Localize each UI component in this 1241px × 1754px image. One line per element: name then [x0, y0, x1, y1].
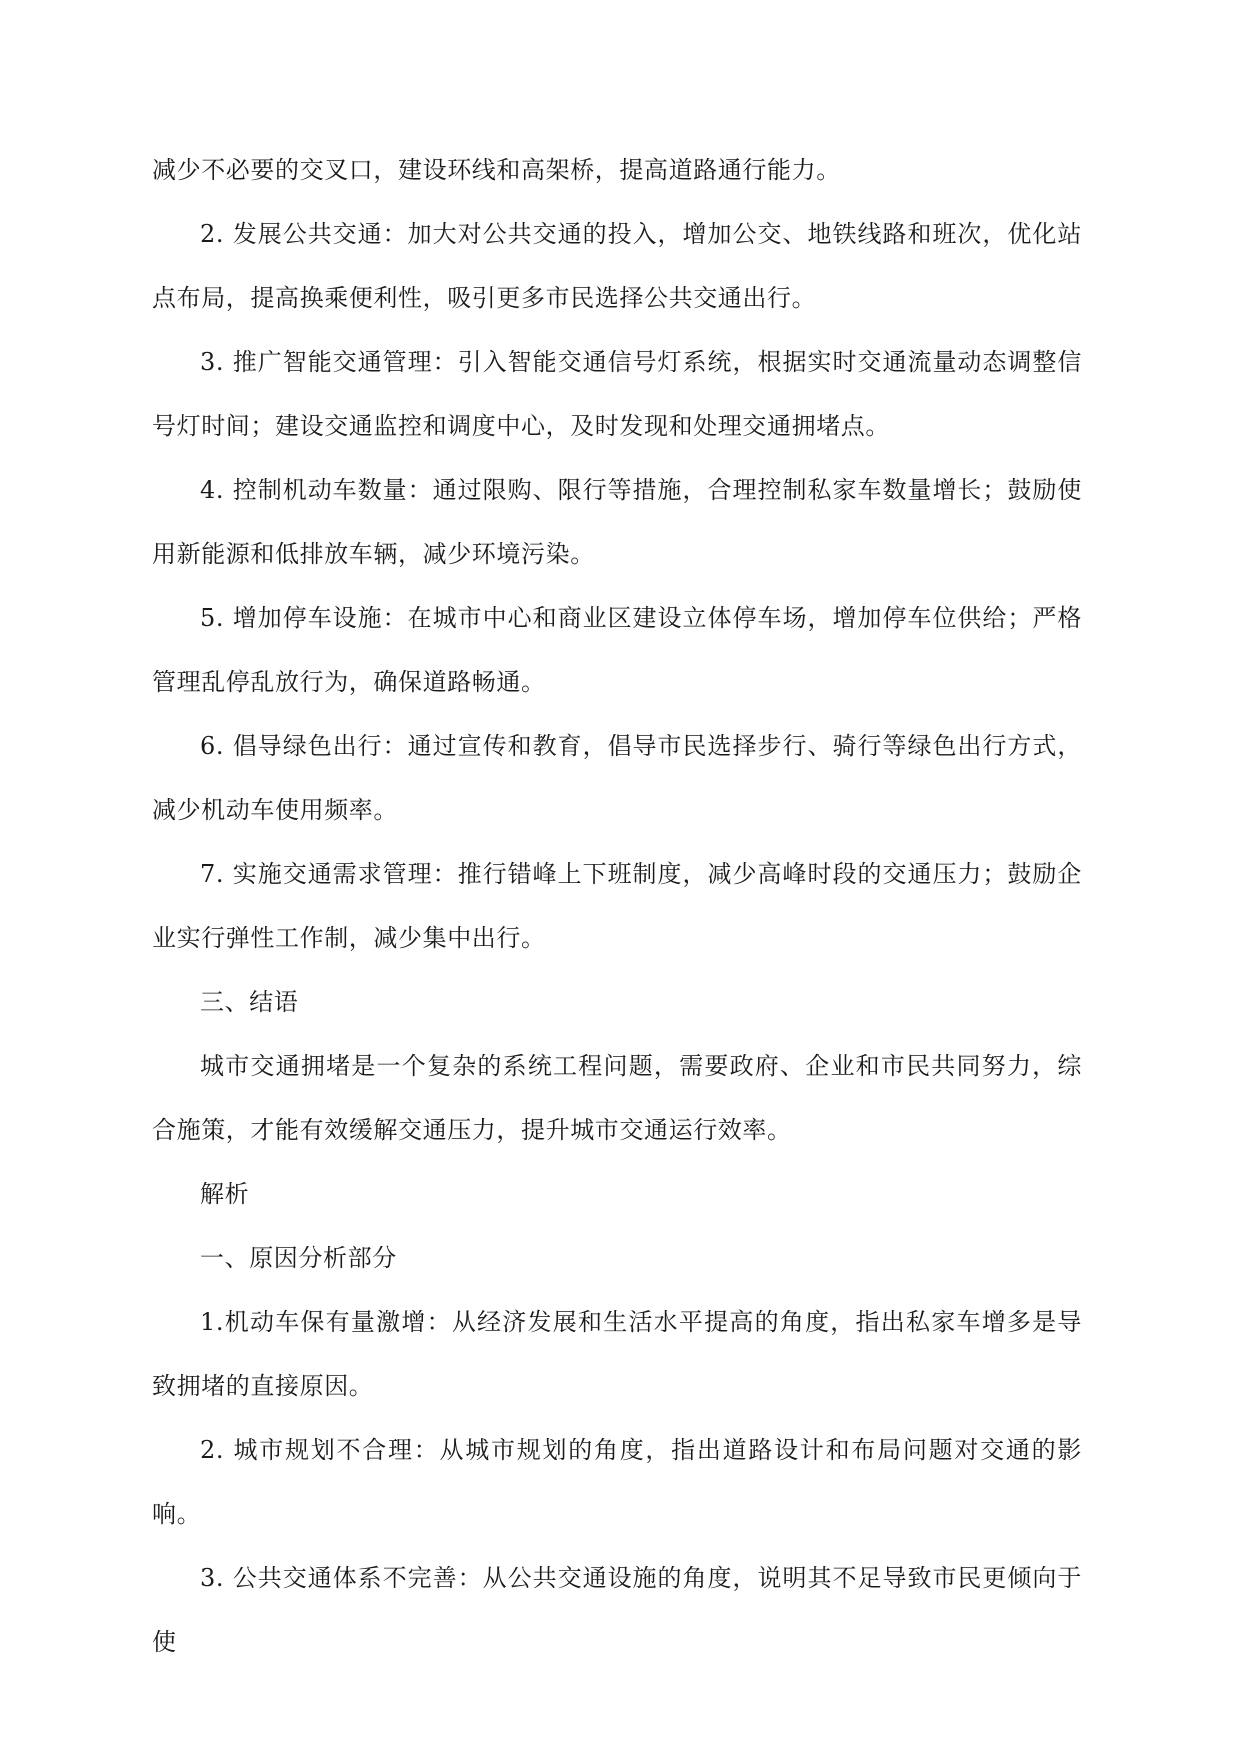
section-heading-conclusion: 三、结语	[200, 988, 299, 1016]
section-heading-cause-analysis: 一、原因分析部分	[200, 1244, 397, 1272]
paragraph-demand-management: 7. 实施交通需求管理：推行错峰上下班制度，减少高峰时段的交通压力；鼓励企业实行弹性工作制，减少集中出行。	[152, 860, 1082, 952]
paragraph-parking: 5. 增加停车设施：在城市中心和商业区建设立体停车场，增加停车位供给；严格管理乱停乱放行为，确保道路畅通。	[152, 604, 1082, 696]
paragraph-green-travel: 6. 倡导绿色出行：通过宣传和教育，倡导市民选择步行、骑行等绿色出行方式，减少机动车使用频率。	[152, 732, 1082, 824]
section-heading-analysis: 解析	[200, 1180, 250, 1208]
paragraph-public-transport: 2. 发展公共交通：加大对公共交通的投入，增加公交、地铁线路和班次，优化站点布局，提高换乘便利性，吸引更多市民选择公共交通出行。	[152, 220, 1082, 312]
paragraph-conclusion: 城市交通拥堵是一个复杂的系统工程问题，需要政府、企业和市民共同努力，综合施策，才能有效缓解交通压力，提升城市交通运行效率。	[152, 1052, 1082, 1144]
paragraph-analysis-vehicles: 1.机动车保有量激增：从经济发展和生活水平提高的角度，指出私家车增多是导致拥堵的直接原因。	[152, 1308, 1082, 1400]
paragraph-vehicle-control: 4. 控制机动车数量：通过限购、限行等措施，合理控制私家车数量增长；鼓励使用新能源和低排放车辆，减少环境污染。	[152, 476, 1082, 568]
paragraph-analysis-public-transport: 3. 公共交通体系不完善：从公共交通设施的角度，说明其不足导致市民更倾向于使	[152, 1564, 1082, 1656]
paragraph-analysis-planning: 2. 城市规划不合理：从城市规划的角度，指出道路设计和布局问题对交通的影响。	[152, 1436, 1082, 1528]
document-body	[152, 138, 1082, 1674]
paragraph-continuation: 减少不必要的交叉口，建设环线和高架桥，提高道路通行能力。	[152, 156, 841, 184]
paragraph-smart-traffic: 3. 推广智能交通管理：引入智能交通信号灯系统，根据实时交通流量动态调整信号灯时间；建设交通监控和调度中心，及时发现和处理交通拥堵点。	[152, 348, 1082, 440]
